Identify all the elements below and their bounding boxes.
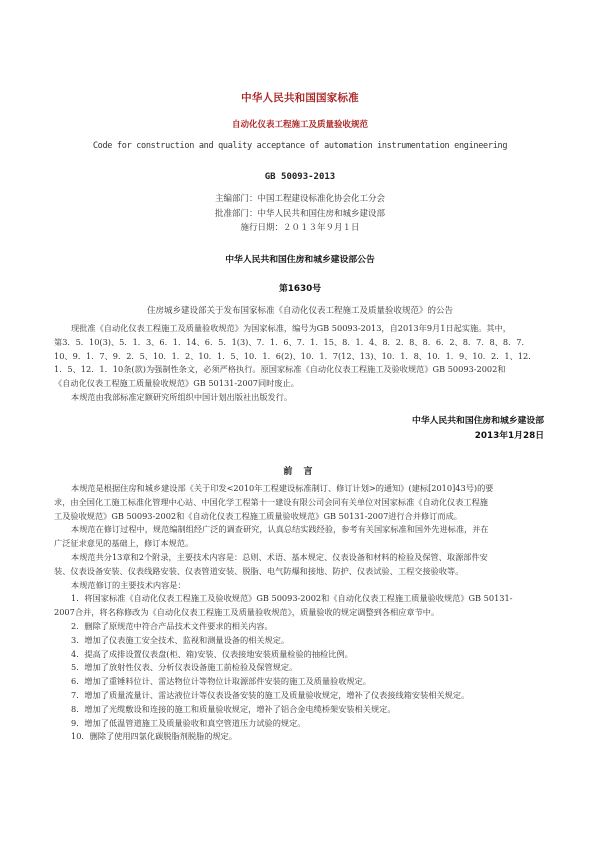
preface-line: 装、仪表设备安装、仪表线路安装、仪表管道安装、脱脂、电气防爆和接地、防护、仪表试验、工程交接验收等。 <box>54 565 464 576</box>
preface-body <box>54 482 546 744</box>
preface-heading: 前 言 <box>283 467 317 477</box>
standard-title-cn: 自动化仪表工程施工及质量验收规范 <box>231 120 368 130</box>
revision-item-4: 4．提高了成排设置仪表盘(柜、箱)安装、仪表接地安装质量检验的抽检比例。 <box>71 648 353 659</box>
approver-dept: 批准部门：中华人民共和国住房和城乡建设部 <box>214 208 385 219</box>
revision-item-9: 9．增加了低温管道施工及质量验收和真空管道压力试验的规定。 <box>71 717 306 728</box>
preface-line: 求，由全国化工施工标准化管理中心站、中国化学工程第十一建设有限公司会同有关单位对国家标准《自动化仪表工程施 <box>54 496 488 507</box>
standard-code: GB 50093-2013 <box>264 172 336 182</box>
revision-item-10: 10．删除了使用四氯化碳脱脂剂脱脂的规定。 <box>71 731 237 742</box>
preface-line: 本规范在修订过程中，规范编制组经广泛的调查研究，认真总结实践经验，参考有关国家标准和国外先进标准，并在 <box>71 524 489 535</box>
signer: 中华人民共和国住房和城乡建设部 <box>412 416 544 426</box>
announcement-line: 1．5、12．1．10条(款)为强制性条文，必须严格执行。原国家标准《自动化仪表工程施工及验收规范》GB 50093-2002和 <box>54 364 506 375</box>
revision-item-6: 6．增加了重锤料位计、雷达物位计等物位计取源部件安装的施工及质量验收规定。 <box>71 676 371 687</box>
revision-item-3: 3．增加了仪表施工安全技术、监视和测量设备的相关规定。 <box>71 634 290 645</box>
announcement-line: 现批准《自动化仪表工程施工及质量验收规范》为国家标准，编号为GB 50093-2013，自2013年9月1日起实施。其中， <box>71 323 511 333</box>
standard-title-en: Code for construction and quality acceptance of automation instrumentation engineering <box>92 141 508 151</box>
preface-line: 工及验收规范》GB 50093-2002和《自动化仪表工程施工质量验收规范》GB 50131-2007进行合并修订而成。 <box>54 510 462 521</box>
preface-line: 本规范修订的主要技术内容是： <box>71 579 186 590</box>
revision-item-8: 8．增加了光缆敷设和连接的施工和质量验收规定，增补了铝合金电缆桥架安装相关规定。 <box>71 703 396 714</box>
announcement-line: 《自动化仪表工程施工质量验收规范》GB 50131-2007同时废止。 <box>54 378 299 389</box>
preface-line: 本规范是根据住房和城乡建设部《关于印发<2010年工程建设标准制订、修订计划>的通知》(建标[2010]43号)的要 <box>71 483 494 493</box>
revision-item-1: 1．将国家标准《自动化仪表工程施工及验收规范》GB 50093-2002和《自动化仪表工程施工质量验收规范》GB 50131- <box>71 593 513 604</box>
announcement-number: 第1630号 <box>278 284 322 294</box>
effective-date: 施行日期：２０１３年９月１日 <box>240 223 360 233</box>
announcement-line: 10、9．1．7、9．2．5、10．1．2、10．1．5、10．1．6(2)、10．1．7(12、13)、10．1．8、10．1．9、10．2．1、12． <box>54 350 537 361</box>
revision-item-2: 2．删除了原规范中符合产品技术文件要求的相关内容。 <box>71 620 273 631</box>
signature-date: 2013年1月28日 <box>474 431 544 441</box>
announcement-title: 中华人民共和国住房和城乡建设部公告 <box>225 255 375 265</box>
revision-item-7: 7．增加了质量流量计、雷达液位计等仪表设备安装的施工及质量验收规定，增补了仪表接线箱安装相关规定。 <box>71 689 470 700</box>
preface-line: 本规范共分13章和2个附录，主要技术内容是：总则、术语、基本规定、仪表设备和材料的检验及保管、取源部件安 <box>71 551 488 562</box>
national-standard-label: 中华人民共和国国家标准 <box>241 92 359 104</box>
preface-line: 广泛征求意见的基础上，修订本规范。 <box>54 538 194 549</box>
revision-item-5: 5．增加了放射性仪表、分析仪表设备施工前检验及保管规定。 <box>71 662 298 673</box>
announcement-subject: 住房城乡建设部关于发布国家标准《自动化仪表工程施工及质量验收规范》的公告 <box>146 306 453 316</box>
publisher-line: 本规范由我部标准定额研究所组织中国计划出版社出版发行。 <box>71 391 293 402</box>
editor-dept: 主编部门：中国工程建设标准化协会化工分会 <box>214 194 385 204</box>
announcement-signature <box>412 414 544 444</box>
announcement-line: 第3．5．10(3)、5．1．3、6．1．14、6．5．1(3)、7．1．6、7．1．15、8．1．4、8．2．8、8．6．2、8．7．8、8．7． <box>54 336 530 347</box>
revision-item-1-cont: 2007合并，将名称修改为《自动化仪表工程施工及质量验收规范》，质量验收的规定调整到各相应章节中。 <box>54 607 440 618</box>
standard-meta <box>0 192 600 236</box>
announcement-body <box>54 322 546 405</box>
